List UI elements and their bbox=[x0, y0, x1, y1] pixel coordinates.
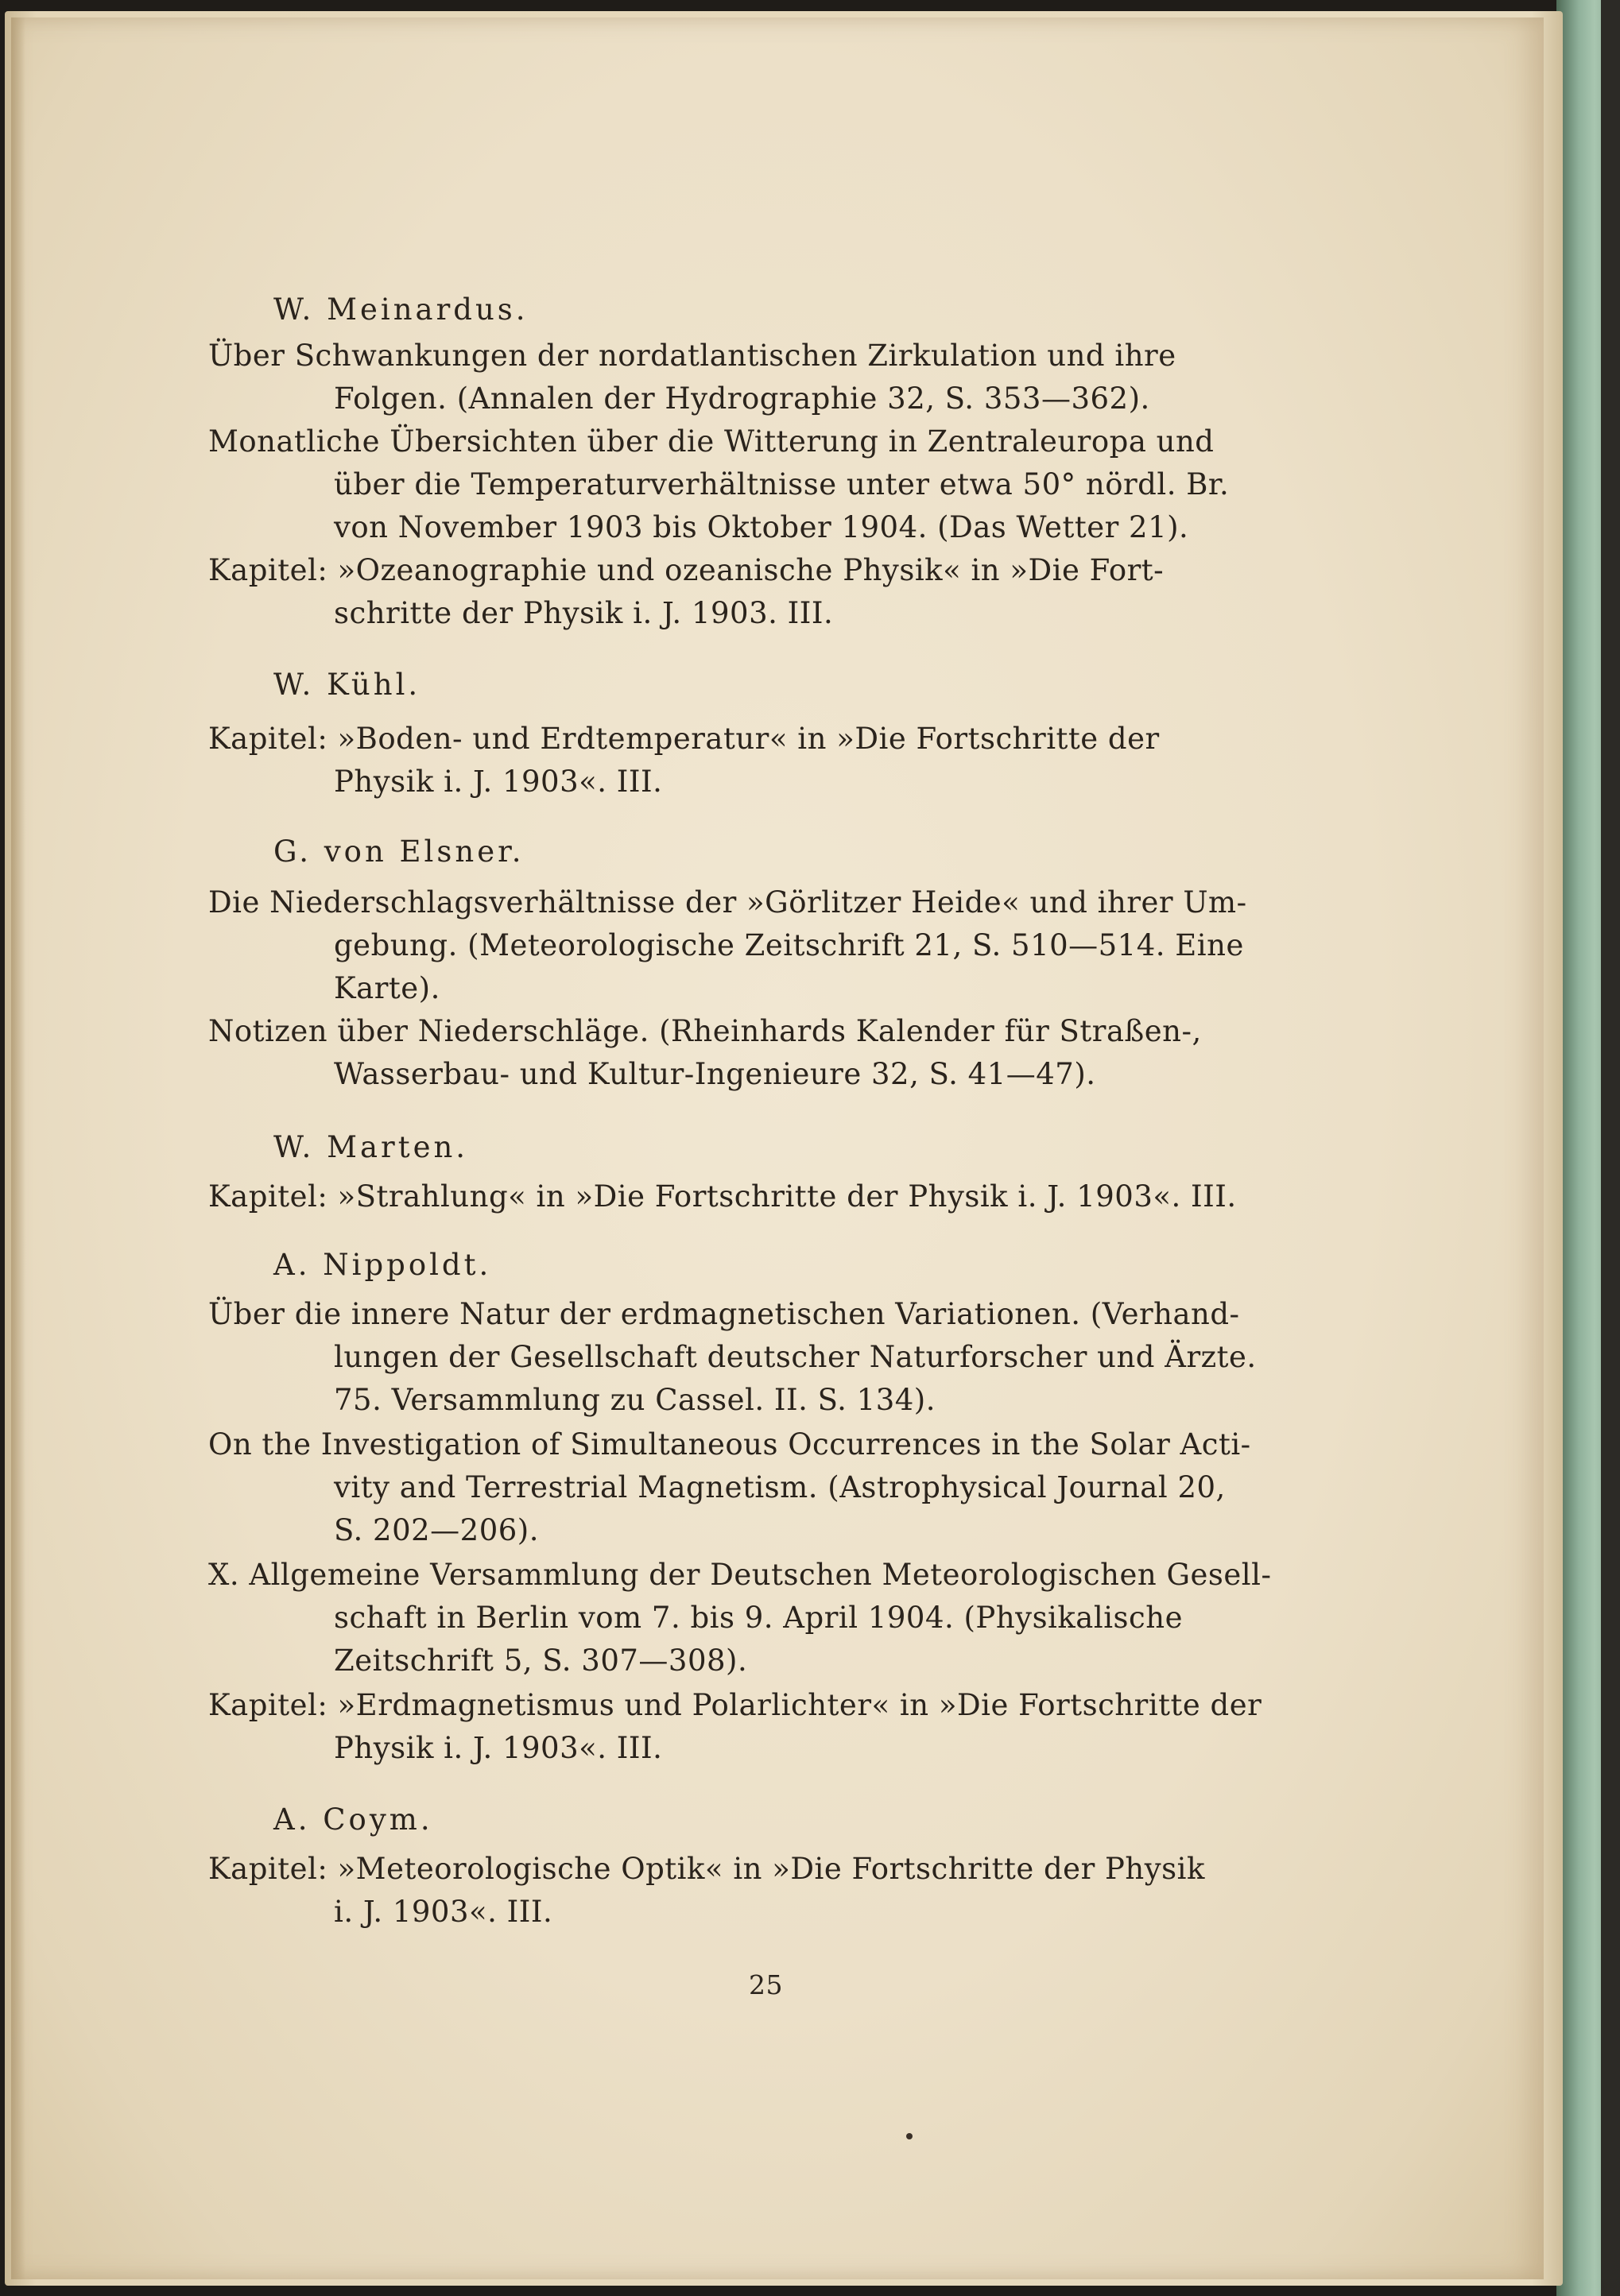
author-name: W. Kühl. bbox=[273, 668, 421, 702]
bibliography-line: über die Temperaturverhältnisse unter etwa 50° nördl. Br. bbox=[334, 467, 1230, 501]
bibliography-line: S. 202—206). bbox=[334, 1513, 539, 1547]
bibliography-line: i. J. 1903«. III. bbox=[334, 1895, 553, 1929]
bibliography-line: Kapitel: »Erdmagnetismus und Polarlichter« in »Die Fortschritte der bbox=[208, 1688, 1262, 1722]
bibliography-line: Monatliche Übersichten über die Witterung in Zentraleuropa und bbox=[208, 424, 1215, 459]
bibliography-line: schritte der Physik i. J. 1903. III. bbox=[334, 596, 834, 630]
bibliography-line: On the Investigation of Simultaneous Occurrences in the Solar Acti- bbox=[208, 1427, 1251, 1462]
ink-speck bbox=[906, 2133, 913, 2139]
bibliography-line: Die Niederschlagsverhältnisse der »Görlitzer Heide« und ihrer Um- bbox=[208, 885, 1247, 920]
bibliography-line: Kapitel: »Boden- und Erdtemperatur« in »Die Fortschritte der bbox=[208, 722, 1160, 756]
bibliography-line: Kapitel: »Meteorologische Optik« in »Die Fortschritte der Physik bbox=[208, 1852, 1205, 1886]
bibliography-line: lungen der Gesellschaft deutscher Naturforscher und Ärzte. bbox=[334, 1340, 1257, 1374]
bibliography-line: Zeitschrift 5, S. 307—308). bbox=[334, 1644, 748, 1678]
bibliography-line: vity and Terrestrial Magnetism. (Astrophysical Journal 20, bbox=[334, 1470, 1226, 1504]
bibliography-line: Wasserbau- und Kultur-Ingenieure 32, S. 41—47). bbox=[334, 1057, 1096, 1091]
bibliography-line: Physik i. J. 1903«. III. bbox=[334, 1731, 663, 1765]
bibliography-line: X. Allgemeine Versammlung der Deutschen Meteorologischen Gesell- bbox=[208, 1558, 1272, 1592]
bibliography-line: von November 1903 bis Oktober 1904. (Das Wetter 21). bbox=[334, 510, 1189, 544]
bibliography-line: Über die innere Natur der erdmagnetischen Variationen. (Verhand- bbox=[208, 1297, 1240, 1331]
bibliography-line: Über Schwankungen der nordatlantischen Zirkulation und ihre bbox=[208, 339, 1176, 373]
author-name: A. Coym. bbox=[273, 1802, 433, 1837]
bibliography-line: gebung. (Meteorologische Zeitschrift 21, S. 510—514. Eine bbox=[334, 928, 1244, 962]
author-name: G. von Elsner. bbox=[273, 834, 525, 869]
bibliography-line: schaft in Berlin vom 7. bis 9. April 1904. (Physikalische bbox=[334, 1601, 1183, 1635]
bibliography-line: Physik i. J. 1903«. III. bbox=[334, 765, 663, 799]
binding-edge bbox=[1601, 0, 1620, 2296]
page-number: 25 bbox=[749, 1969, 783, 2000]
page-text bbox=[11, 17, 1544, 2279]
bibliography-line: Kapitel: »Ozeanographie und ozeanische Physik« in »Die Fort- bbox=[208, 553, 1165, 587]
bibliography-line: Folgen. (Annalen der Hydrographie 32, S. 353—362). bbox=[334, 381, 1150, 416]
page bbox=[11, 17, 1544, 2279]
bibliography-line: Notizen über Niederschläge. (Rheinhards Kalender für Straßen-, bbox=[208, 1014, 1202, 1048]
bibliography-line: Karte). bbox=[334, 971, 440, 1005]
bibliography-line: Kapitel: »Strahlung« in »Die Fortschritte der Physik i. J. 1903«. III. bbox=[208, 1179, 1237, 1214]
author-name: W. Marten. bbox=[273, 1130, 469, 1164]
author-name: A. Nippoldt. bbox=[273, 1248, 492, 1282]
bibliography-line: 75. Versammlung zu Cassel. II. S. 134). bbox=[334, 1383, 936, 1417]
author-name: W. Meinardus. bbox=[273, 292, 529, 327]
